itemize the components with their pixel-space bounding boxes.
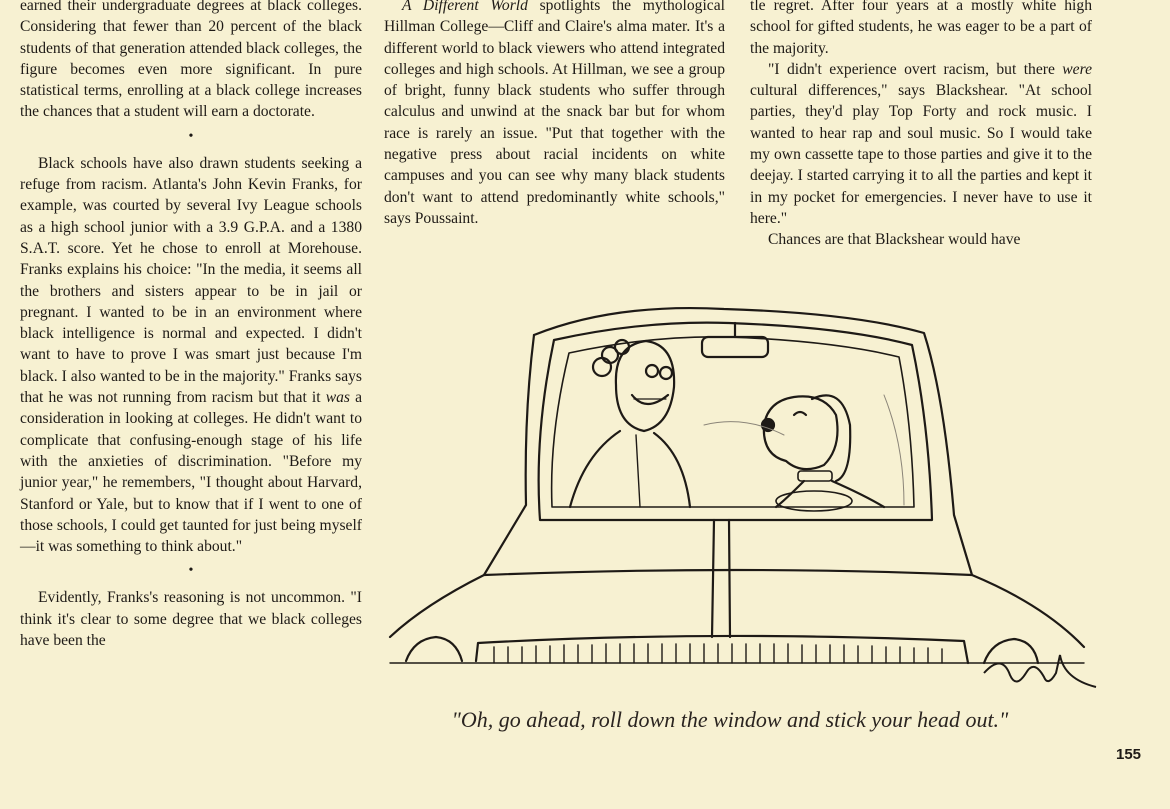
- page-number: 155: [1116, 746, 1142, 763]
- paragraph: tle regret. After four years at a mostly white high school for gifted students, he was eager to be a part of the majority.: [750, 0, 1092, 57]
- text: spotlights the mythological Hillman College—Cliff and Claire's alma mater. It's a different world to black viewers who attend integrated colleges and high schools. At Hillman, we see a group of bright, funny black students who suffer through calculus and unwind at the snack bar but for whom race is rarely an issue. "Put that together with the negative press about racial incidents on white campuses and you can see why many black students don't want to attend predominantly white schools," says Poussaint.: [384, 0, 725, 227]
- emphasis: were: [1062, 60, 1092, 78]
- paragraph: [750, 59, 1092, 229]
- section-bullet: •: [188, 563, 194, 579]
- paragraph: Chances are that Blackshear would have: [768, 231, 1021, 249]
- section-bullet: •: [188, 128, 194, 144]
- text: "I didn't experience overt racism, but there: [768, 60, 1055, 78]
- column-2: [384, 0, 725, 229]
- cartoon-caption: "Oh, go ahead, roll down the window and stick your head out.": [451, 707, 1009, 732]
- cartoon-illustration: [384, 275, 1104, 707]
- text: cultural differences," says Blackshear. "At school parties, they'd play Top Forty and rock music. I wanted to hear rap and soul music. So I would take my own cassette tape to those parties and give it to the deejay. I started carrying it to all the parties and kept it in my pocket for emergencies. I never have to use it here.": [750, 82, 1092, 227]
- text: Black schools have also drawn students seeking a refuge from racism. Atlanta's John Kevin Franks, for example, was courted by several Ivy League schools as a high school junior with a 3.9 G.P.A. and a 1380 S.A.T. score. Yet he chose to enroll at Morehouse. Franks explains his choice: "In the media, it seems all the brothers and sisters appear to be in jail or pregnant. I wanted to be in an environment where black intelligence is normal and expected. I didn't want to have to prove I was smart just because I'm black. I also wanted to be in the majority." Franks says that he was not running from racism but that it: [20, 154, 362, 407]
- paragraph: [384, 0, 725, 229]
- paragraph: Evidently, Franks's reasoning is not uncommon. "I think it's clear to some degree that we black colleges have been the: [20, 589, 362, 650]
- emphasis: was: [325, 389, 350, 407]
- show-title: A Different World: [402, 0, 528, 14]
- paragraph: [20, 153, 362, 558]
- paragraph: earned their undergraduate degrees at black colleges. Considering that fewer than 20 percent of the black students of that generation attended black colleges, the figure becomes even more significant. In pure statistical terms, enrolling at a black college increases the chances that a student will earn a doctorate.: [20, 0, 362, 121]
- car-cartoon-drawing: [384, 275, 1104, 707]
- column-1: [20, 0, 362, 651]
- text: a consideration in looking at colleges. He didn't want to complicate that confusing-enough stage of his life with the anxieties of discrimination. "Before my junior year," he remembers, "I thought about Harvard, Stanford or Yale, but to know that if I went to one of those schools, I could get taunted for just being myself—it was something to think about.": [20, 389, 362, 556]
- column-3: [750, 0, 1092, 251]
